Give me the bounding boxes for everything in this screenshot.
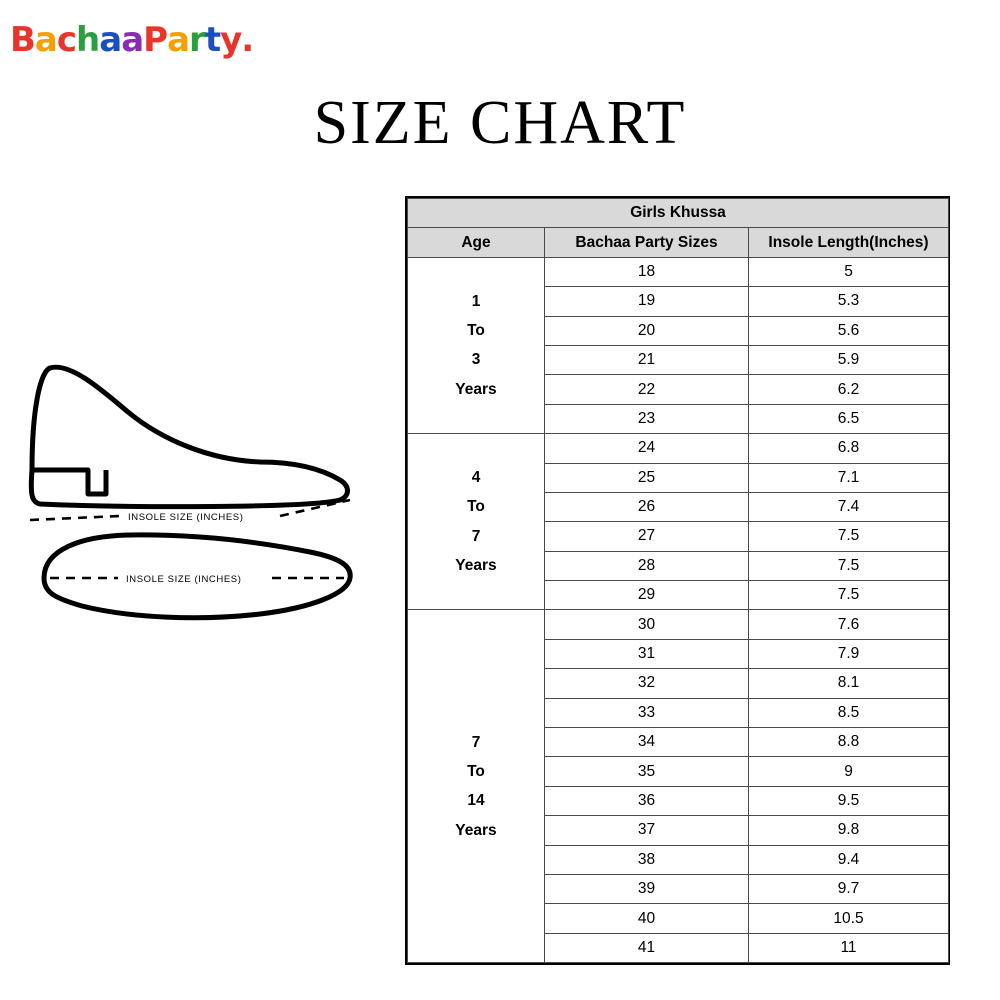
length-cell: 6.2: [749, 375, 949, 404]
size-chart-table: [407, 198, 949, 963]
size-cell: 37: [545, 816, 749, 845]
length-cell: 5.3: [749, 287, 949, 316]
size-cell: 33: [545, 698, 749, 727]
table-title: Girls Khussa: [408, 199, 949, 228]
size-cell: 19: [545, 287, 749, 316]
size-cell: 24: [545, 434, 749, 463]
logo-letter: B: [10, 20, 35, 60]
insole-size-label-side: INSOLE SIZE (INCHES): [128, 512, 244, 523]
size-cell: 20: [545, 316, 749, 345]
size-cell: 29: [545, 581, 749, 610]
age-line: 3: [471, 351, 481, 369]
shoe-illustration: [10, 350, 390, 650]
length-cell: 6.8: [749, 434, 949, 463]
logo-letter: a: [167, 20, 190, 60]
logo-dot: .: [241, 20, 254, 60]
logo-letter: a: [99, 20, 122, 60]
age-line: 1: [471, 292, 481, 310]
logo-letter: P: [143, 20, 168, 60]
length-cell: 9.7: [749, 874, 949, 903]
length-cell: 5: [749, 257, 949, 286]
length-cell: 7.5: [749, 551, 949, 580]
size-cell: 26: [545, 492, 749, 521]
length-cell: 9: [749, 757, 949, 786]
age-line: To: [467, 322, 485, 340]
insole-size-label-sole: INSOLE SIZE (INCHES): [126, 574, 242, 585]
age-line: To: [467, 762, 485, 780]
age-line: 7: [471, 527, 481, 545]
logo-letter: c: [56, 20, 77, 60]
length-cell: 7.9: [749, 639, 949, 668]
table-header-row: [408, 228, 949, 257]
size-cell: 22: [545, 375, 749, 404]
length-cell: 5.6: [749, 316, 949, 345]
size-cell: 36: [545, 786, 749, 815]
length-cell: 7.5: [749, 581, 949, 610]
table-row: [408, 257, 949, 286]
logo-letter: a: [121, 20, 144, 60]
age-line: 4: [471, 468, 481, 486]
shoe-side-view-icon: [31, 367, 347, 506]
brand-logo: [10, 18, 260, 80]
length-cell: 7.1: [749, 463, 949, 492]
length-cell: 8.8: [749, 728, 949, 757]
column-header-insole: Insole Length(Inches): [749, 228, 949, 257]
size-cell: 40: [545, 904, 749, 933]
age-line: Years: [455, 557, 497, 575]
logo-letter: t: [204, 20, 221, 60]
page-title: SIZE CHART: [313, 89, 687, 157]
age-group-3: [408, 610, 545, 963]
length-cell: 8.5: [749, 698, 949, 727]
age-line: To: [467, 498, 485, 516]
column-header-age: Age: [408, 228, 545, 257]
age-group-1: [408, 257, 545, 433]
size-cell: 34: [545, 728, 749, 757]
age-line: Years: [455, 380, 497, 398]
age-line: 7: [471, 733, 481, 751]
size-cell: 25: [545, 463, 749, 492]
size-cell: 35: [545, 757, 749, 786]
size-chart-body: [408, 199, 949, 963]
length-cell: 7.4: [749, 492, 949, 521]
table-row: [408, 434, 949, 463]
brand-logo-text: [10, 18, 260, 62]
length-cell: 5.9: [749, 345, 949, 374]
size-cell: 23: [545, 404, 749, 433]
table-title-row: [408, 199, 949, 228]
logo-letter: a: [34, 20, 57, 60]
size-cell: 32: [545, 669, 749, 698]
length-cell: 9.8: [749, 816, 949, 845]
size-cell: 21: [545, 345, 749, 374]
logo-letter: h: [76, 20, 100, 60]
size-cell: 31: [545, 639, 749, 668]
length-cell: 9.5: [749, 786, 949, 815]
size-cell: 39: [545, 874, 749, 903]
length-cell: 7.5: [749, 522, 949, 551]
age-line: Years: [455, 821, 497, 839]
size-chart-table-wrapper: [405, 196, 950, 965]
length-cell: 7.6: [749, 610, 949, 639]
size-cell: 30: [545, 610, 749, 639]
size-cell: 27: [545, 522, 749, 551]
age-line: 14: [467, 792, 485, 810]
length-cell: 9.4: [749, 845, 949, 874]
column-header-sizes: Bachaa Party Sizes: [545, 228, 749, 257]
age-group-2: [408, 434, 545, 610]
table-row: [408, 610, 949, 639]
length-cell: 6.5: [749, 404, 949, 433]
size-cell: 28: [545, 551, 749, 580]
length-cell: 8.1: [749, 669, 949, 698]
size-cell: 38: [545, 845, 749, 874]
length-cell: 11: [749, 933, 949, 962]
logo-letter: r: [189, 20, 205, 60]
size-cell: 18: [545, 257, 749, 286]
logo-letter: y: [220, 20, 242, 60]
length-cell: 10.5: [749, 904, 949, 933]
size-cell: 41: [545, 933, 749, 962]
